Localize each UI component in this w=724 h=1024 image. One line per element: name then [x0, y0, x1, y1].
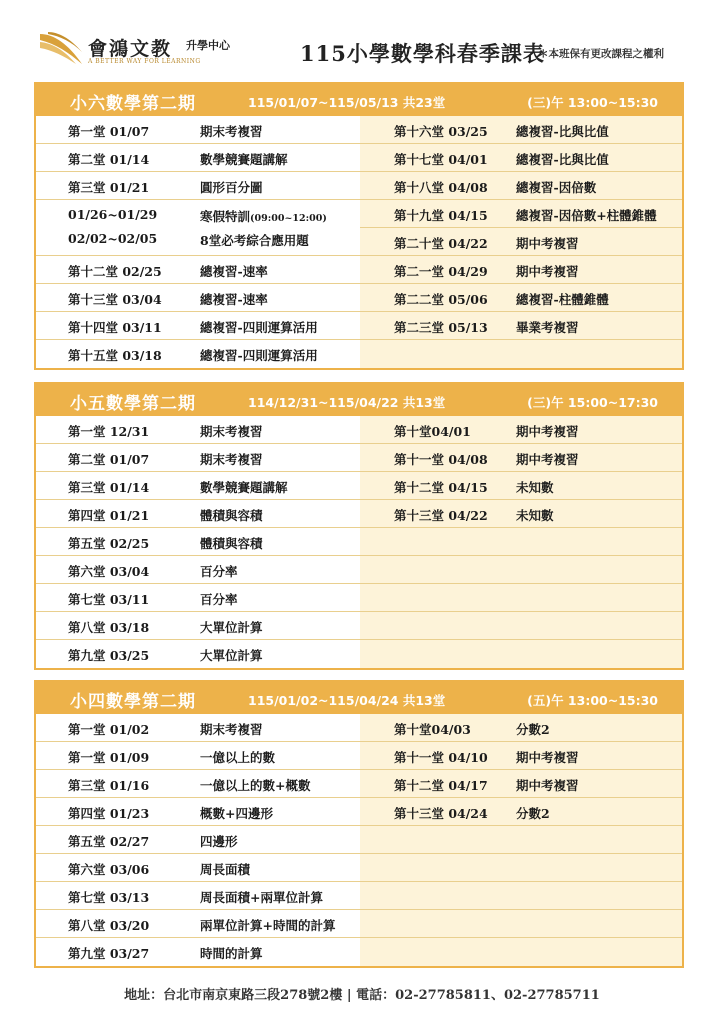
section-title: 小四數學第二期 [70, 692, 196, 712]
lesson-topic: 總複習-速率 [200, 264, 268, 279]
lesson-topic: 分數2 [516, 722, 550, 737]
lesson-label: 第四堂 01/23 [68, 806, 150, 821]
lesson-label: 第二三堂 05/13 [394, 320, 488, 335]
winter-camp-hours: (09:00~12:00) [250, 213, 327, 224]
table-row [36, 144, 360, 172]
lesson-label: 第五堂 02/25 [68, 536, 150, 551]
table-row-empty [360, 938, 682, 966]
section-body [36, 714, 682, 966]
lesson-topic: 體積與容積 [200, 508, 263, 523]
lesson-label: 第十三堂 04/24 [394, 806, 488, 821]
right-column [360, 416, 682, 668]
table-row [36, 882, 360, 910]
lesson-topic: 圓形百分圖 [200, 180, 263, 195]
lesson-label: 第二十堂 04/22 [394, 236, 488, 251]
lesson-label: 第一堂 01/09 [68, 750, 150, 765]
lesson-topic: 未知數 [516, 480, 554, 495]
lesson-label: 第十二堂 04/17 [394, 778, 488, 793]
table-row [36, 172, 360, 200]
lesson-topic: 數學競賽題講解 [200, 152, 288, 167]
table-row [360, 284, 682, 312]
lesson-label: 第二二堂 05/06 [394, 292, 488, 307]
section-body [36, 116, 682, 368]
lesson-label: 第九堂 03/25 [68, 648, 150, 663]
lesson-label: 第十六堂 03/25 [394, 124, 488, 139]
lesson-label: 第四堂 01/21 [68, 508, 150, 523]
lesson-topic: 期中考複習 [516, 452, 579, 467]
table-row [36, 612, 360, 640]
right-column [360, 116, 682, 368]
lesson-topic: 總複習-四則運算活用 [200, 348, 318, 363]
table-row-empty [360, 556, 682, 584]
table-row [360, 714, 682, 742]
lesson-topic-second: 8堂必考綜合應用題 [200, 233, 309, 248]
lesson-label: 第十三堂 04/22 [394, 508, 488, 523]
lesson-topic [200, 207, 327, 225]
table-row-empty [360, 584, 682, 612]
rights-notice: ＊本班保有更改課程之權利 [538, 48, 664, 60]
table-row-empty [360, 640, 682, 668]
lesson-topic: 體積與容積 [200, 536, 263, 551]
lesson-topic: 大單位計算 [200, 620, 263, 635]
table-row [36, 528, 360, 556]
table-row [360, 742, 682, 770]
lesson-label: 第一堂 01/07 [68, 124, 150, 139]
lesson-topic: 分數2 [516, 806, 550, 821]
lesson-topic: 總複習-柱體錐體 [516, 292, 609, 307]
lesson-topic: 概數+四邊形 [200, 806, 273, 821]
table-row [360, 256, 682, 284]
lesson-label: 第二一堂 04/29 [394, 264, 488, 279]
section-title: 小五數學第二期 [70, 394, 196, 414]
table-row [36, 798, 360, 826]
lesson-topic: 期中考複習 [516, 264, 579, 279]
lesson-topic: 期中考複習 [516, 424, 579, 439]
left-column [36, 116, 360, 368]
page-title: 115小學數學科春季課表 [300, 41, 545, 66]
lesson-label: 第十堂04/01 [394, 424, 471, 439]
table-row [36, 340, 360, 368]
table-row [360, 416, 682, 444]
lesson-label-second: 02/02~02/05 [68, 231, 158, 246]
schedule-section-grade6 [34, 82, 684, 370]
table-row [360, 172, 682, 200]
lesson-label: 第二堂 01/14 [68, 152, 150, 167]
lesson-topic: 時間的計算 [200, 946, 263, 961]
table-row [360, 228, 682, 256]
lesson-label: 第十九堂 04/15 [394, 208, 488, 223]
lesson-topic: 一億以上的數 [200, 750, 276, 765]
table-row [36, 256, 360, 284]
lesson-topic: 總複習-比與比值 [516, 152, 609, 167]
table-row-empty [360, 826, 682, 854]
lesson-topic: 畢業考複習 [516, 320, 579, 335]
section-header [36, 84, 682, 116]
lesson-topic: 總複習-因倍數+柱體錐體 [516, 208, 657, 223]
lesson-topic: 總複習-因倍數 [516, 180, 597, 195]
table-row-empty [360, 528, 682, 556]
table-row [360, 770, 682, 798]
brand-slogan: A BETTER WAY FOR LEARNING [88, 58, 201, 65]
section-time: (三)午 13:00~15:30 [527, 95, 658, 110]
lesson-label: 第五堂 02/27 [68, 834, 150, 849]
lesson-topic: 周長面積+兩單位計算 [200, 890, 323, 905]
table-row [36, 938, 360, 966]
table-row-empty [360, 910, 682, 938]
footer-contact: 地址：台北市南京東路三段278號2樓 | 電話：02-27785811、02-27785711 [124, 988, 600, 1003]
table-row-empty [360, 854, 682, 882]
table-row [360, 144, 682, 172]
table-row [36, 444, 360, 472]
table-row [36, 500, 360, 528]
table-row [36, 116, 360, 144]
lesson-label: 第七堂 03/13 [68, 890, 150, 905]
section-date-range: 115/01/02~115/04/24 共13堂 [248, 693, 446, 708]
lesson-label: 第十一堂 04/10 [394, 750, 488, 765]
left-column [36, 416, 360, 668]
lesson-topic: 大單位計算 [200, 648, 263, 663]
lesson-topic: 未知數 [516, 508, 554, 523]
table-row [360, 116, 682, 144]
lesson-topic: 總複習-比與比值 [516, 124, 609, 139]
table-row [360, 798, 682, 826]
lesson-label: 第二堂 01/07 [68, 452, 150, 467]
table-row [36, 714, 360, 742]
lesson-topic: 期末考複習 [200, 424, 263, 439]
lesson-label: 第八堂 03/20 [68, 918, 150, 933]
table-row-empty [360, 340, 682, 368]
lesson-label: 第八堂 03/18 [68, 620, 150, 635]
section-header [36, 384, 682, 416]
brand-suffix: 升學中心 [186, 39, 230, 52]
winter-camp-title: 寒假特訓 [200, 209, 251, 224]
section-date-range: 114/12/31~115/04/22 共13堂 [248, 395, 446, 410]
lesson-topic: 四邊形 [200, 834, 238, 849]
table-row [36, 284, 360, 312]
table-row [360, 472, 682, 500]
lesson-topic: 期末考複習 [200, 452, 263, 467]
lesson-topic: 期中考複習 [516, 750, 579, 765]
table-row [36, 416, 360, 444]
lesson-topic: 期末考複習 [200, 722, 263, 737]
brand-logo-icon [38, 30, 84, 66]
table-row [36, 854, 360, 882]
table-row [36, 742, 360, 770]
lesson-label: 第三堂 01/21 [68, 180, 150, 195]
lesson-label: 第六堂 03/04 [68, 564, 150, 579]
lesson-label: 第十四堂 03/11 [68, 320, 162, 335]
lesson-label: 第七堂 03/11 [68, 592, 150, 607]
section-time: (三)午 15:00~17:30 [527, 395, 658, 410]
table-row [36, 584, 360, 612]
lesson-label: 第十八堂 04/08 [394, 180, 488, 195]
section-header [36, 682, 682, 714]
lesson-label: 第十堂04/03 [394, 722, 471, 737]
brand-name: 會鴻文教 [88, 38, 173, 60]
left-column [36, 714, 360, 966]
lesson-label: 第十二堂 04/15 [394, 480, 488, 495]
lesson-topic: 百分率 [200, 564, 238, 579]
lesson-label: 第三堂 01/16 [68, 778, 150, 793]
lesson-label: 第一堂 12/31 [68, 424, 150, 439]
lesson-topic: 總複習-四則運算活用 [200, 320, 318, 335]
table-row [360, 200, 682, 228]
section-title: 小六數學第二期 [70, 94, 196, 114]
lesson-topic: 百分率 [200, 592, 238, 607]
schedule-section-grade4 [34, 680, 684, 968]
table-row [36, 770, 360, 798]
lesson-topic: 期中考複習 [516, 236, 579, 251]
lesson-label: 第六堂 03/06 [68, 862, 150, 877]
table-row-empty [360, 882, 682, 910]
table-row [36, 312, 360, 340]
table-row [36, 640, 360, 668]
lesson-topic: 期末考複習 [200, 124, 263, 139]
section-time: (五)午 13:00~15:30 [527, 693, 658, 708]
lesson-label: 第十三堂 03/04 [68, 292, 162, 307]
table-row [36, 472, 360, 500]
table-row-winter-camp [36, 200, 360, 256]
lesson-label: 第十一堂 04/08 [394, 452, 488, 467]
lesson-label: 第三堂 01/14 [68, 480, 150, 495]
section-date-range: 115/01/07~115/05/13 共23堂 [248, 95, 446, 110]
lesson-topic: 總複習-速率 [200, 292, 268, 307]
table-row-empty [360, 612, 682, 640]
lesson-label: 第九堂 03/27 [68, 946, 150, 961]
lesson-label: 第一堂 01/02 [68, 722, 150, 737]
table-row [36, 910, 360, 938]
lesson-label: 第十七堂 04/01 [394, 152, 488, 167]
table-row [360, 444, 682, 472]
lesson-label: 第十二堂 02/25 [68, 264, 162, 279]
table-row [360, 500, 682, 528]
lesson-topic: 周長面積 [200, 862, 251, 877]
table-row [36, 556, 360, 584]
section-body [36, 416, 682, 668]
table-row [36, 826, 360, 854]
right-column [360, 714, 682, 966]
lesson-topic: 期中考複習 [516, 778, 579, 793]
table-row [360, 312, 682, 340]
lesson-topic: 數學競賽題講解 [200, 480, 288, 495]
lesson-label: 01/26~01/29 [68, 207, 158, 222]
lesson-topic: 一億以上的數+概數 [200, 778, 311, 793]
schedule-section-grade5 [34, 382, 684, 670]
lesson-label: 第十五堂 03/18 [68, 348, 162, 363]
lesson-topic: 兩單位計算+時間的計算 [200, 918, 336, 933]
page-header [0, 0, 724, 80]
